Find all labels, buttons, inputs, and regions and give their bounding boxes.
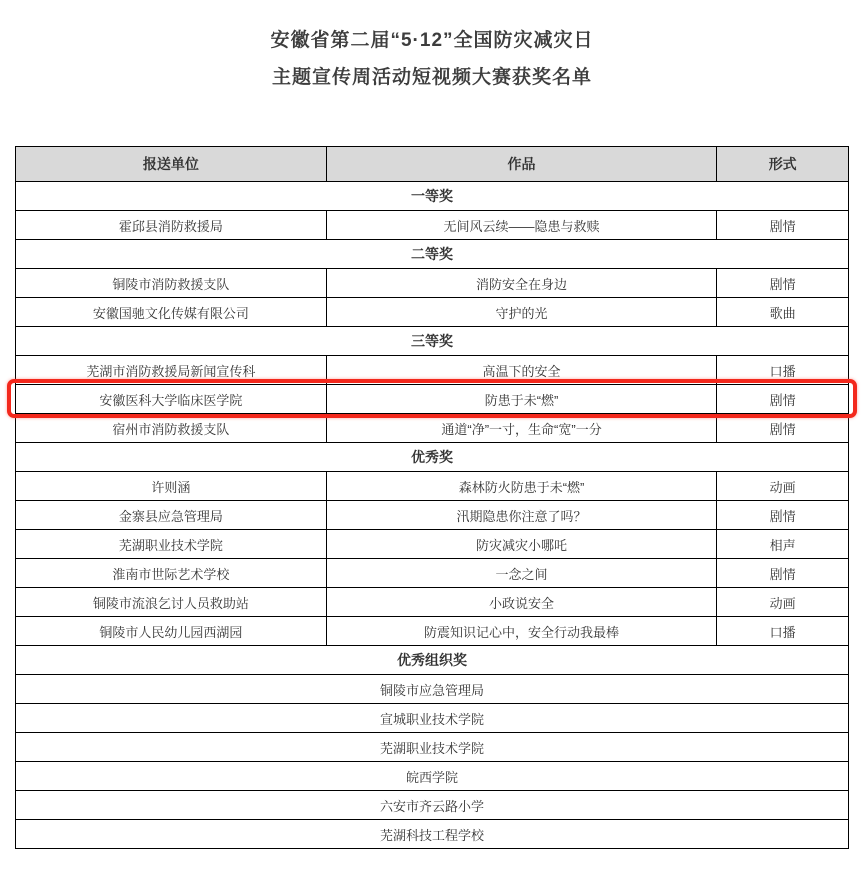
table-row <box>16 762 849 791</box>
table-row <box>16 269 849 298</box>
work-cell: 消防安全在身边 <box>326 269 717 298</box>
unit-cell: 霍邱县消防救援局 <box>16 211 327 240</box>
unit-cell: 铜陵市流浪乞讨人员救助站 <box>16 588 327 617</box>
unit-cell: 芜湖职业技术学院 <box>16 733 849 762</box>
unit-cell: 安徽医科大学临床医学院 <box>16 385 327 414</box>
format-cell: 剧情 <box>717 211 849 240</box>
table-row <box>16 791 849 820</box>
table-row <box>16 356 849 385</box>
section-label: 二等奖 <box>16 240 849 269</box>
format-cell: 剧情 <box>717 385 849 414</box>
section-label: 三等奖 <box>16 327 849 356</box>
table-header-row <box>16 147 849 182</box>
section-row <box>16 240 849 269</box>
table-row <box>16 559 849 588</box>
unit-cell: 芜湖市消防救援局新闻宣传科 <box>16 356 327 385</box>
work-cell: 汛期隐患你注意了吗？ <box>326 501 717 530</box>
work-cell: 守护的光 <box>326 298 717 327</box>
unit-cell: 金寨县应急管理局 <box>16 501 327 530</box>
unit-cell: 皖西学院 <box>16 762 849 791</box>
table-row <box>16 385 849 414</box>
unit-cell: 铜陵市消防救援支队 <box>16 269 327 298</box>
unit-cell: 宣城职业技术学院 <box>16 704 849 733</box>
table-row <box>16 733 849 762</box>
page-title-line2: 主题宣传周活动短视频大赛获奖名单 <box>271 67 592 88</box>
table-row <box>16 704 849 733</box>
work-cell: 通道“净”一寸，生命“宽”一分 <box>326 414 717 443</box>
unit-cell: 淮南市世际艺术学校 <box>16 559 327 588</box>
unit-cell: 芜湖职业技术学院 <box>16 530 327 559</box>
format-cell: 动画 <box>717 472 849 501</box>
work-cell: 防震知识记心中，安全行动我最棒 <box>326 617 717 646</box>
table-row <box>16 530 849 559</box>
table-row <box>16 414 849 443</box>
format-cell: 相声 <box>717 530 849 559</box>
page-title <box>0 22 864 96</box>
unit-cell: 铜陵市人民幼儿园西湖园 <box>16 617 327 646</box>
awards-table <box>15 146 849 849</box>
work-cell: 一念之间 <box>326 559 717 588</box>
unit-cell: 宿州市消防救援支队 <box>16 414 327 443</box>
column-header-1: 作品 <box>326 147 717 182</box>
section-row <box>16 327 849 356</box>
section-row <box>16 182 849 211</box>
format-cell: 剧情 <box>717 501 849 530</box>
unit-cell: 六安市齐云路小学 <box>16 791 849 820</box>
table-row <box>16 211 849 240</box>
unit-cell: 铜陵市应急管理局 <box>16 675 849 704</box>
column-header-0: 报送单位 <box>16 147 327 182</box>
work-cell: 高温下的安全 <box>326 356 717 385</box>
format-cell: 口播 <box>717 617 849 646</box>
format-cell: 动画 <box>717 588 849 617</box>
format-cell: 剧情 <box>717 269 849 298</box>
work-cell: 防灾减灾小哪吒 <box>326 530 717 559</box>
format-cell: 剧情 <box>717 414 849 443</box>
work-cell: 小政说安全 <box>326 588 717 617</box>
format-cell: 剧情 <box>717 559 849 588</box>
section-label: 一等奖 <box>16 182 849 211</box>
section-label: 优秀奖 <box>16 443 849 472</box>
section-row <box>16 443 849 472</box>
work-cell: 森林防火防患于未“燃” <box>326 472 717 501</box>
table-row <box>16 588 849 617</box>
table-row <box>16 617 849 646</box>
work-cell: 防患于未“燃” <box>326 385 717 414</box>
column-header-2: 形式 <box>717 147 849 182</box>
table-row <box>16 501 849 530</box>
section-row <box>16 646 849 675</box>
table-row <box>16 298 849 327</box>
format-cell: 口播 <box>717 356 849 385</box>
work-cell: 无间风云续——隐患与救赎 <box>326 211 717 240</box>
page-title-line1: 安徽省第二届“5·12”全国防灾减灾日 <box>270 30 594 51</box>
table-row <box>16 820 849 849</box>
unit-cell: 安徽国驰文化传媒有限公司 <box>16 298 327 327</box>
awards-table-wrapper <box>15 146 849 849</box>
format-cell: 歌曲 <box>717 298 849 327</box>
unit-cell: 许则涵 <box>16 472 327 501</box>
table-row <box>16 675 849 704</box>
table-row <box>16 472 849 501</box>
section-label: 优秀组织奖 <box>16 646 849 675</box>
unit-cell: 芜湖科技工程学校 <box>16 820 849 849</box>
